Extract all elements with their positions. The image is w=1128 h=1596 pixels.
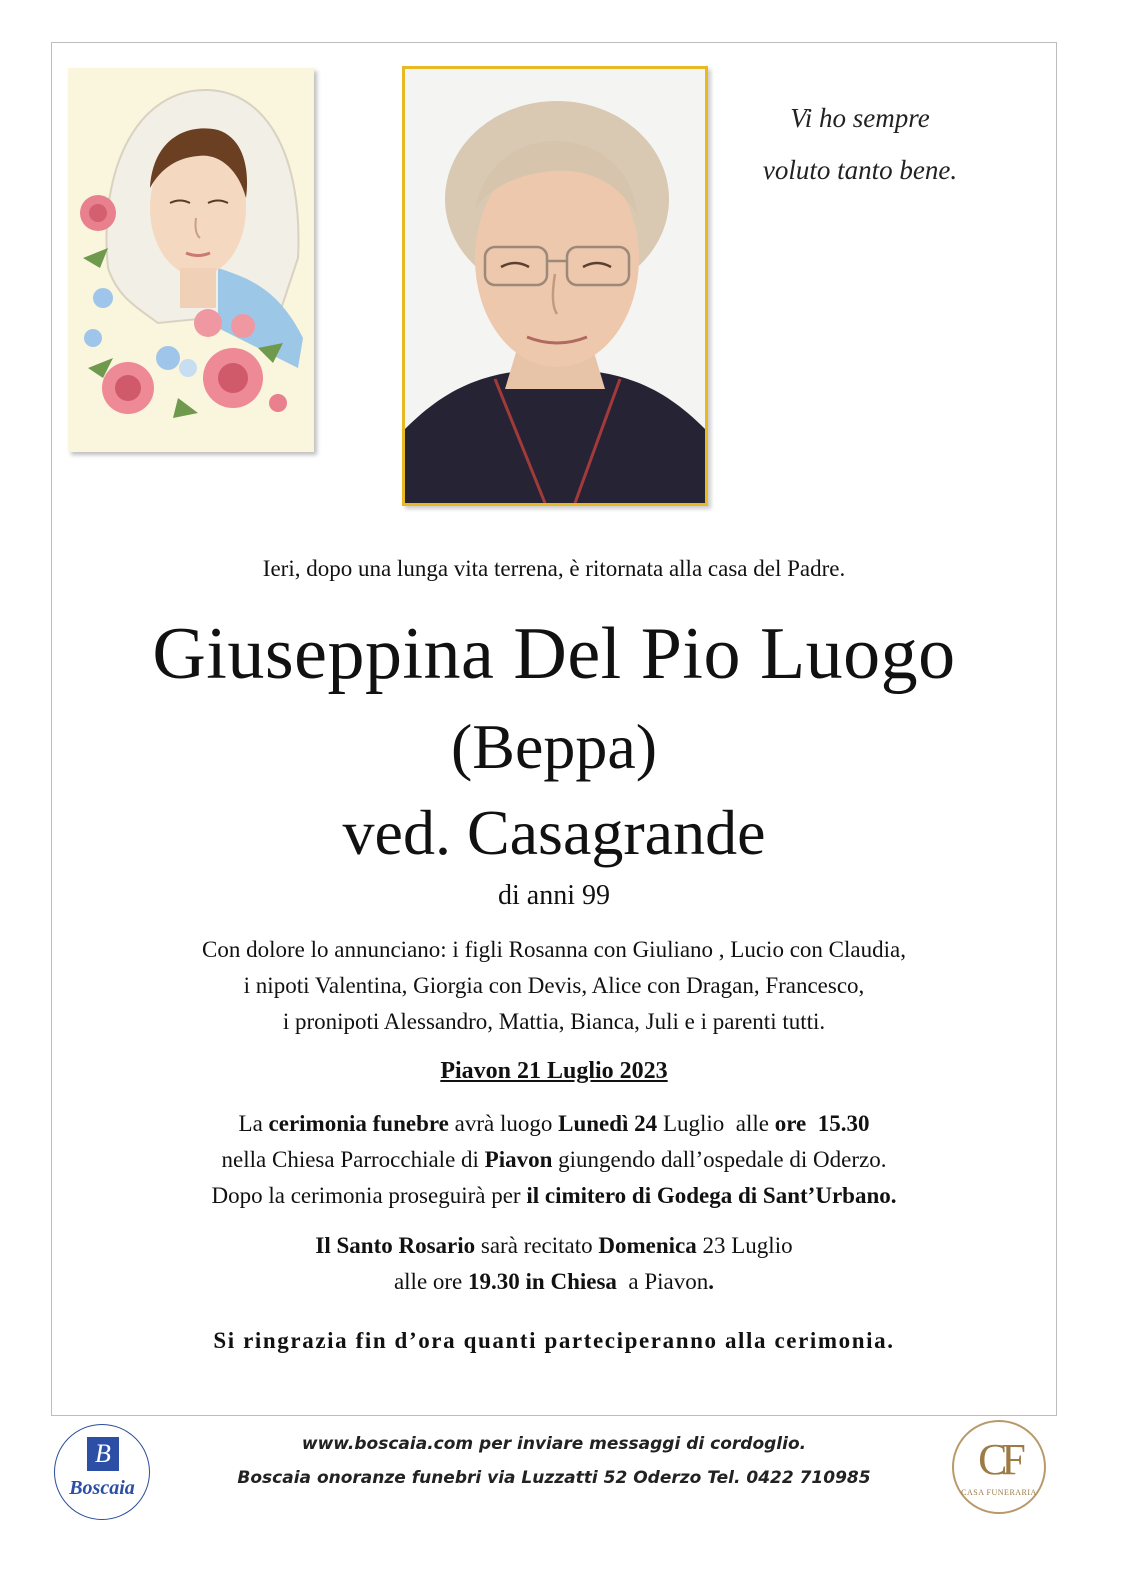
ceremony-line: La cerimonia funebre avrà luogo Lunedì 24 Luglio alle ore 15.30 xyxy=(238,1111,870,1136)
footer-website[interactable]: www.boscaia.com per inviare messaggi di cordoglio. xyxy=(301,1434,807,1454)
deceased-nickname: (Beppa) xyxy=(450,711,658,782)
ceremony-line: Dopo la cerimonia proseguirà per il cimitero di Godega di Sant’Urbano. xyxy=(211,1183,897,1208)
announcement-line: Con dolore lo annunciano: i figli Rosanna con Giuliano , Lucio con Claudia, xyxy=(202,937,906,962)
quote-line: voluto tanto bene. xyxy=(762,155,958,185)
boscaia-logo-mark: B xyxy=(87,1437,119,1471)
boscaia-logo xyxy=(54,1424,150,1520)
quote xyxy=(740,92,980,196)
footer-address: Boscaia onoranze funebri via Luzzatti 52 Oderzo Tel. 0422 710985 xyxy=(237,1468,871,1488)
thanks-text: Si ringrazia fin d’ora quanti parteciperanno alla cerimonia. xyxy=(213,1328,895,1353)
quote-line: Vi ho sempre xyxy=(790,103,930,133)
casa-funeraria-logo-mark: CF xyxy=(978,1435,1020,1484)
announcement-line: i nipoti Valentina, Giorgia con Devis, Alice con Dragan, Francesco, xyxy=(243,973,865,998)
announcement-line: i pronipoti Alessandro, Mattia, Bianca, Juli e i parenti tutti. xyxy=(282,1009,826,1034)
place-date: Piavon 21 Luglio 2023 xyxy=(440,1058,668,1084)
ceremony-info xyxy=(51,1106,1057,1214)
portrait-photo xyxy=(402,66,708,506)
rosary-line: Il Santo Rosario sarà recitato Domenica 23 Luglio xyxy=(315,1233,793,1258)
deceased-age: di anni 99 xyxy=(498,880,610,911)
rosary-line: alle ore 19.30 in Chiesa a Piavon. xyxy=(393,1269,715,1294)
announcement xyxy=(51,932,1057,1040)
casa-funeraria-logo xyxy=(952,1420,1046,1514)
madonna-image xyxy=(68,68,314,452)
ceremony-line: nella Chiesa Parrocchiale di Piavon giungendo dall’ospedale di Oderzo. xyxy=(221,1147,887,1172)
intro-text: Ieri, dopo una lunga vita terrena, è ritornata alla casa del Padre. xyxy=(262,556,846,581)
deceased-name: Giuseppina Del Pio Luogo xyxy=(152,613,956,695)
deceased-widow-of: ved. Casagrande xyxy=(342,797,766,868)
rosary-info xyxy=(51,1228,1057,1300)
boscaia-logo-name: Boscaia xyxy=(69,1477,135,1499)
casa-funeraria-logo-name: CASA FUNERARIA xyxy=(961,1488,1037,1497)
